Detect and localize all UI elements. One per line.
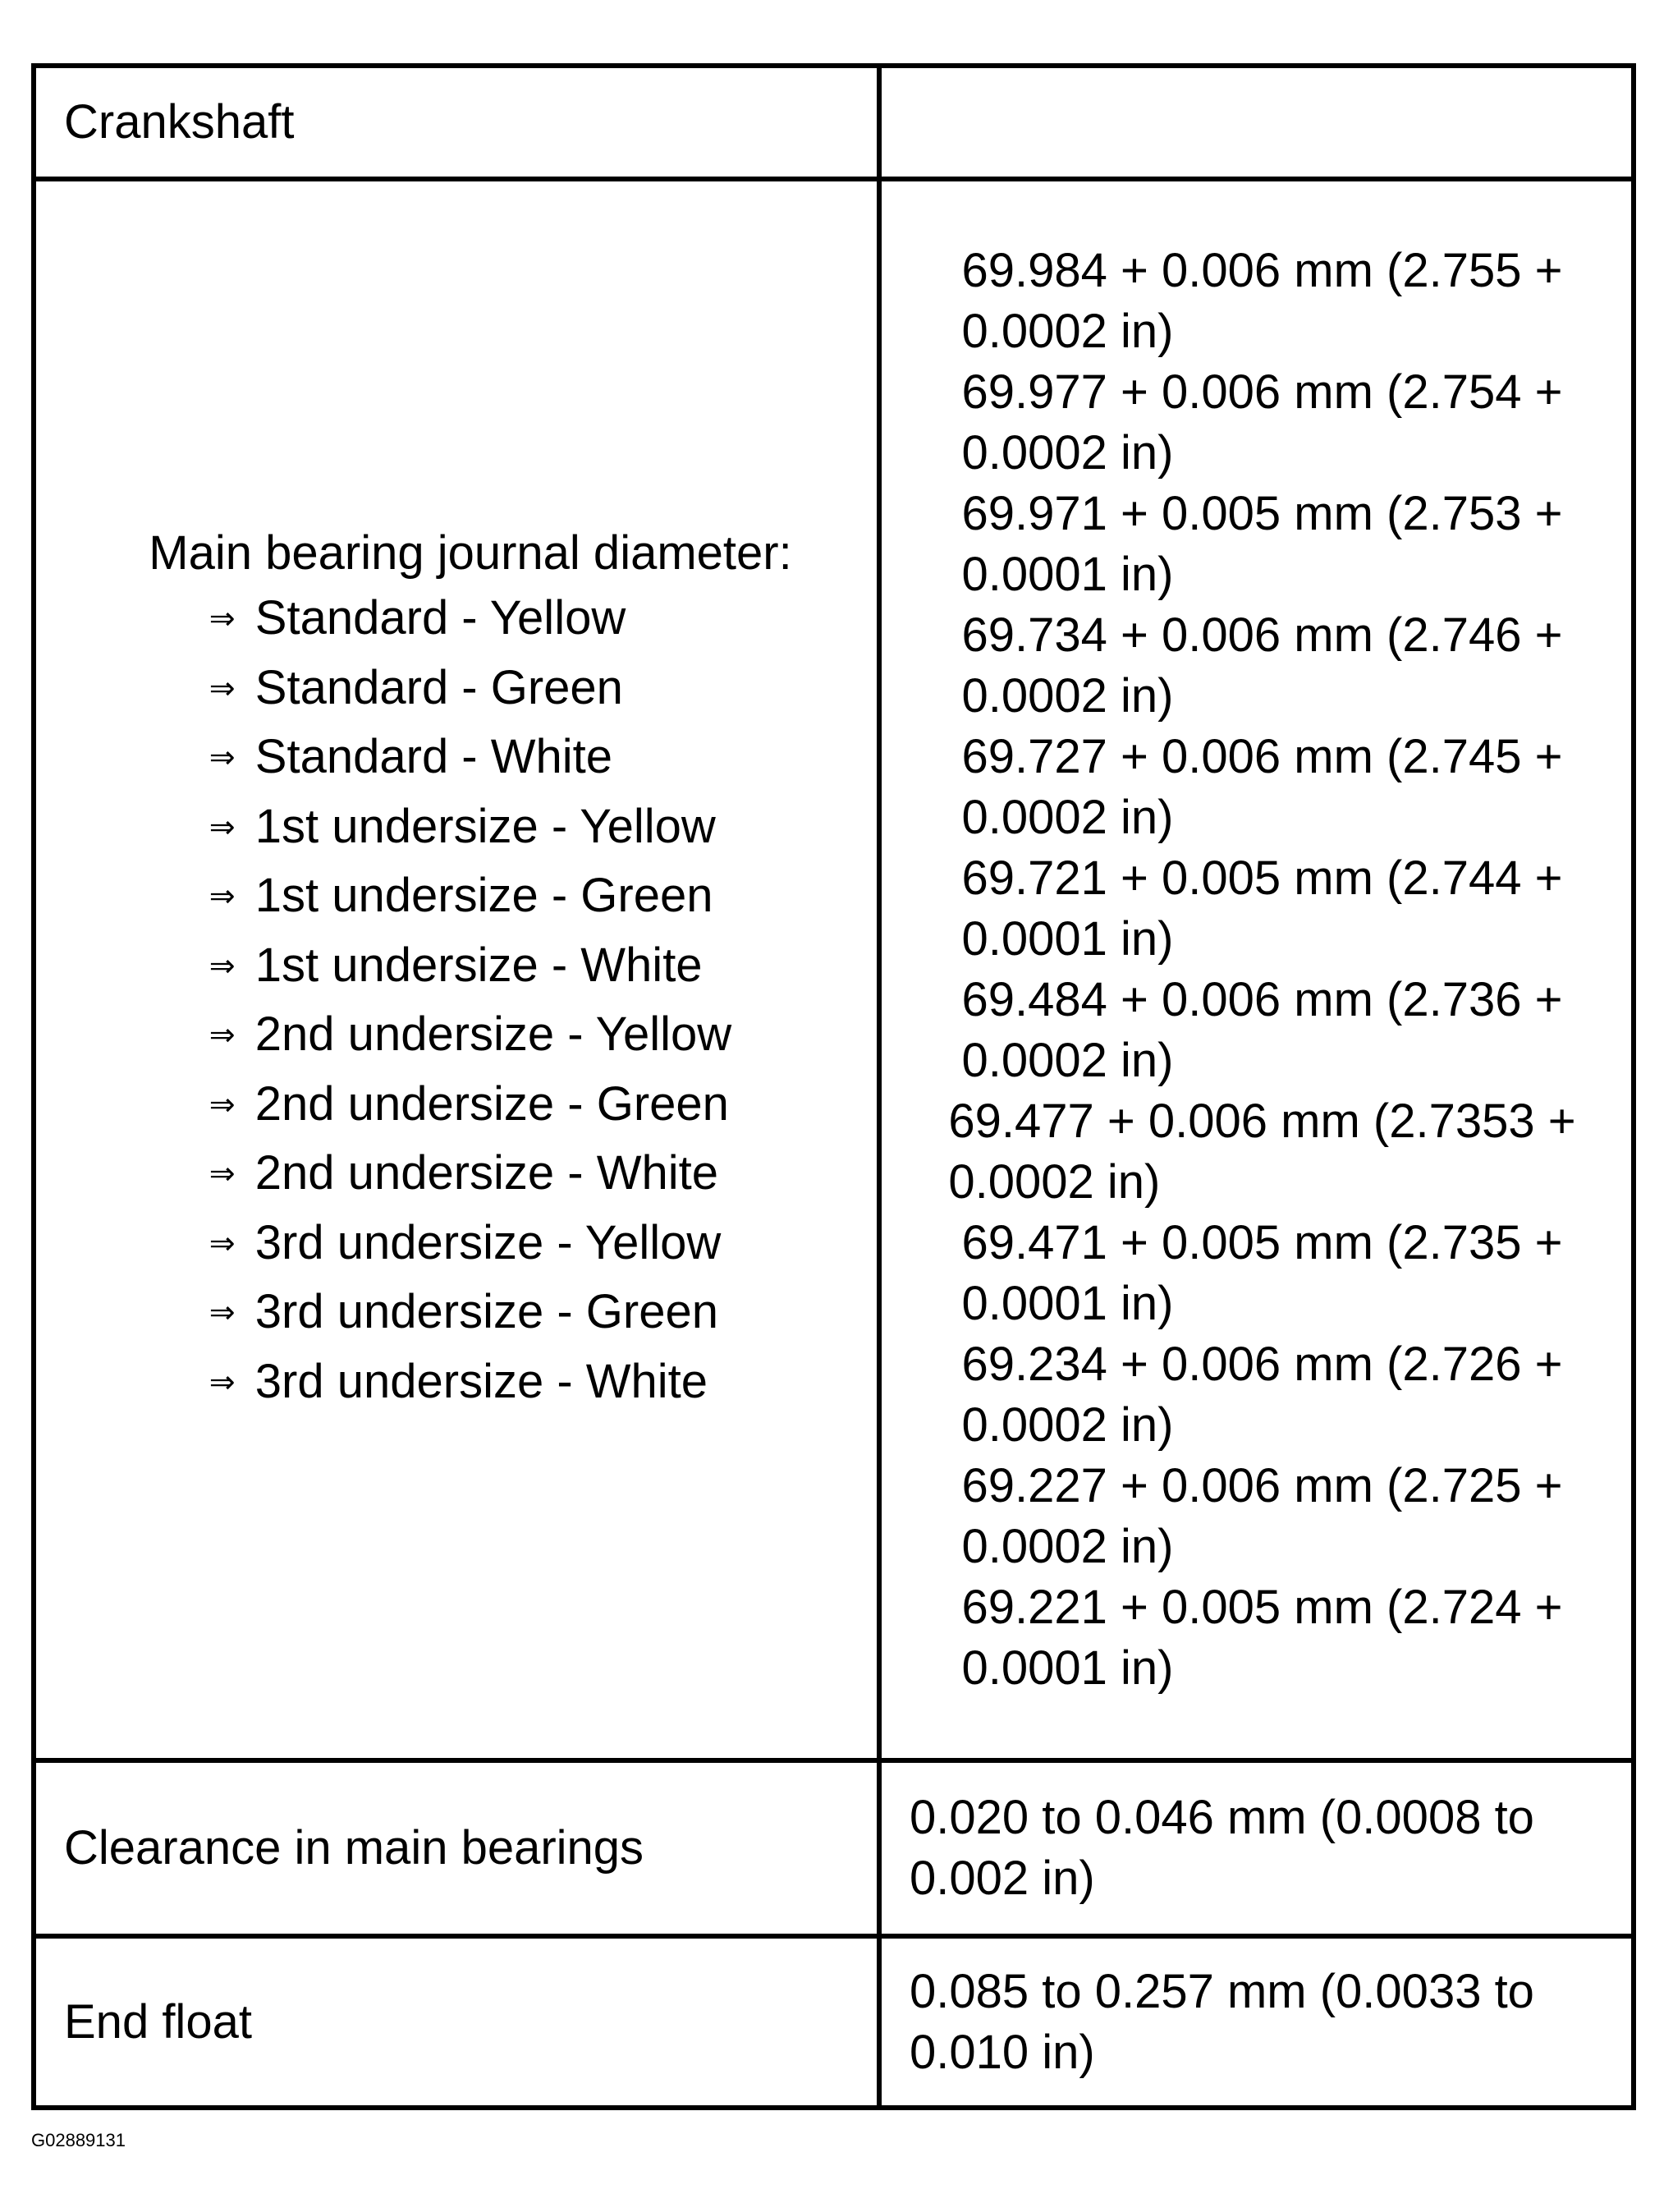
list-item [209,931,731,1001]
list-item [209,654,731,723]
list-item-label: Standard - White [254,730,612,783]
arrow-right-icon: ⇒ [209,739,236,775]
journal-value: 69.234 + 0.006 mm (2.726 + 0.0002 in) [961,1338,1563,1452]
journal-value: 69.477 + 0.006 mm (2.7353 + 0.0002 in) [948,1095,1576,1209]
arrow-right-icon: ⇒ [209,878,236,914]
list-item-label: 2nd undersize - White [254,1146,718,1200]
header-value-cell [882,68,1631,181]
journal-list [209,584,731,1416]
clearance-label-cell [36,1763,882,1939]
header-label-cell [36,68,882,181]
list-item-label: 1st undersize - Yellow [254,799,716,853]
journal-value: 69.977 + 0.006 mm (2.754 + 0.0002 in) [961,365,1563,480]
arrow-right-icon: ⇒ [209,947,236,984]
list-item-label: Standard - Yellow [254,591,626,645]
list-item [209,1278,731,1347]
list-item [209,1347,731,1417]
journal-value: 69.971 + 0.005 mm (2.753 + 0.0001 in) [961,487,1563,601]
journal-heading: Main bearing journal diameter: [149,526,792,580]
journal-value: 69.721 + 0.005 mm (2.744 + 0.0001 in) [961,851,1563,966]
list-item-label: 3rd undersize - White [254,1354,708,1408]
list-item [209,1139,731,1209]
arrow-right-icon: ⇒ [209,1017,236,1053]
list-item-label: 3rd undersize - Yellow [254,1215,722,1269]
journal-value: 69.727 + 0.006 mm (2.745 + 0.0002 in) [961,730,1563,844]
arrow-right-icon: ⇒ [209,808,236,845]
list-item [209,861,731,931]
clearance-value: 0.020 to 0.046 mm (0.0008 to 0.002 in) [910,1791,1534,1905]
list-item [209,1070,731,1140]
figure-id: G02889131 [31,2130,126,2150]
list-item [209,792,731,862]
list-item [209,1209,731,1278]
journal-label-cell [36,181,882,1763]
list-item-label: 2nd undersize - Green [254,1076,729,1131]
end-float-label-cell [36,1939,882,2105]
arrow-right-icon: ⇒ [209,1363,236,1400]
crankshaft-spec-table [31,63,1636,2110]
journal-value: 69.984 + 0.006 mm (2.755 + 0.0002 in) [961,244,1563,358]
arrow-right-icon: ⇒ [209,600,236,636]
end-float-label: End float [64,1994,252,2049]
list-item-label: 1st undersize - White [254,938,703,992]
clearance-value-cell [882,1763,1631,1939]
arrow-right-icon: ⇒ [209,1155,236,1191]
journal-value: 69.734 + 0.006 mm (2.746 + 0.0002 in) [961,608,1563,723]
list-item [209,723,731,792]
list-item-label: Standard - Green [254,660,623,714]
list-item-label: 2nd undersize - Yellow [254,1007,732,1061]
list-item-label: 1st undersize - Green [254,869,713,922]
clearance-label: Clearance in main bearings [64,1821,644,1875]
list-item [209,584,731,654]
header-label: Crankshaft [64,95,295,149]
journal-value: 69.471 + 0.005 mm (2.735 + 0.0001 in) [961,1216,1563,1330]
arrow-right-icon: ⇒ [209,669,236,706]
journal-value: 69.484 + 0.006 mm (2.736 + 0.0002 in) [961,973,1563,1087]
journal-value: 69.221 + 0.005 mm (2.724 + 0.0001 in) [961,1581,1563,1695]
journal-value-cell [882,181,1631,1763]
end-float-value-cell [882,1939,1631,2105]
arrow-right-icon: ⇒ [209,1294,236,1330]
arrow-right-icon: ⇒ [209,1085,236,1122]
arrow-right-icon: ⇒ [209,1224,236,1261]
list-item-label: 3rd undersize - Green [254,1285,718,1338]
journal-value: 69.227 + 0.006 mm (2.725 + 0.0002 in) [961,1459,1563,1573]
end-float-value: 0.085 to 0.257 mm (0.0033 to 0.010 in) [910,1964,1534,2079]
list-item [209,1000,731,1070]
